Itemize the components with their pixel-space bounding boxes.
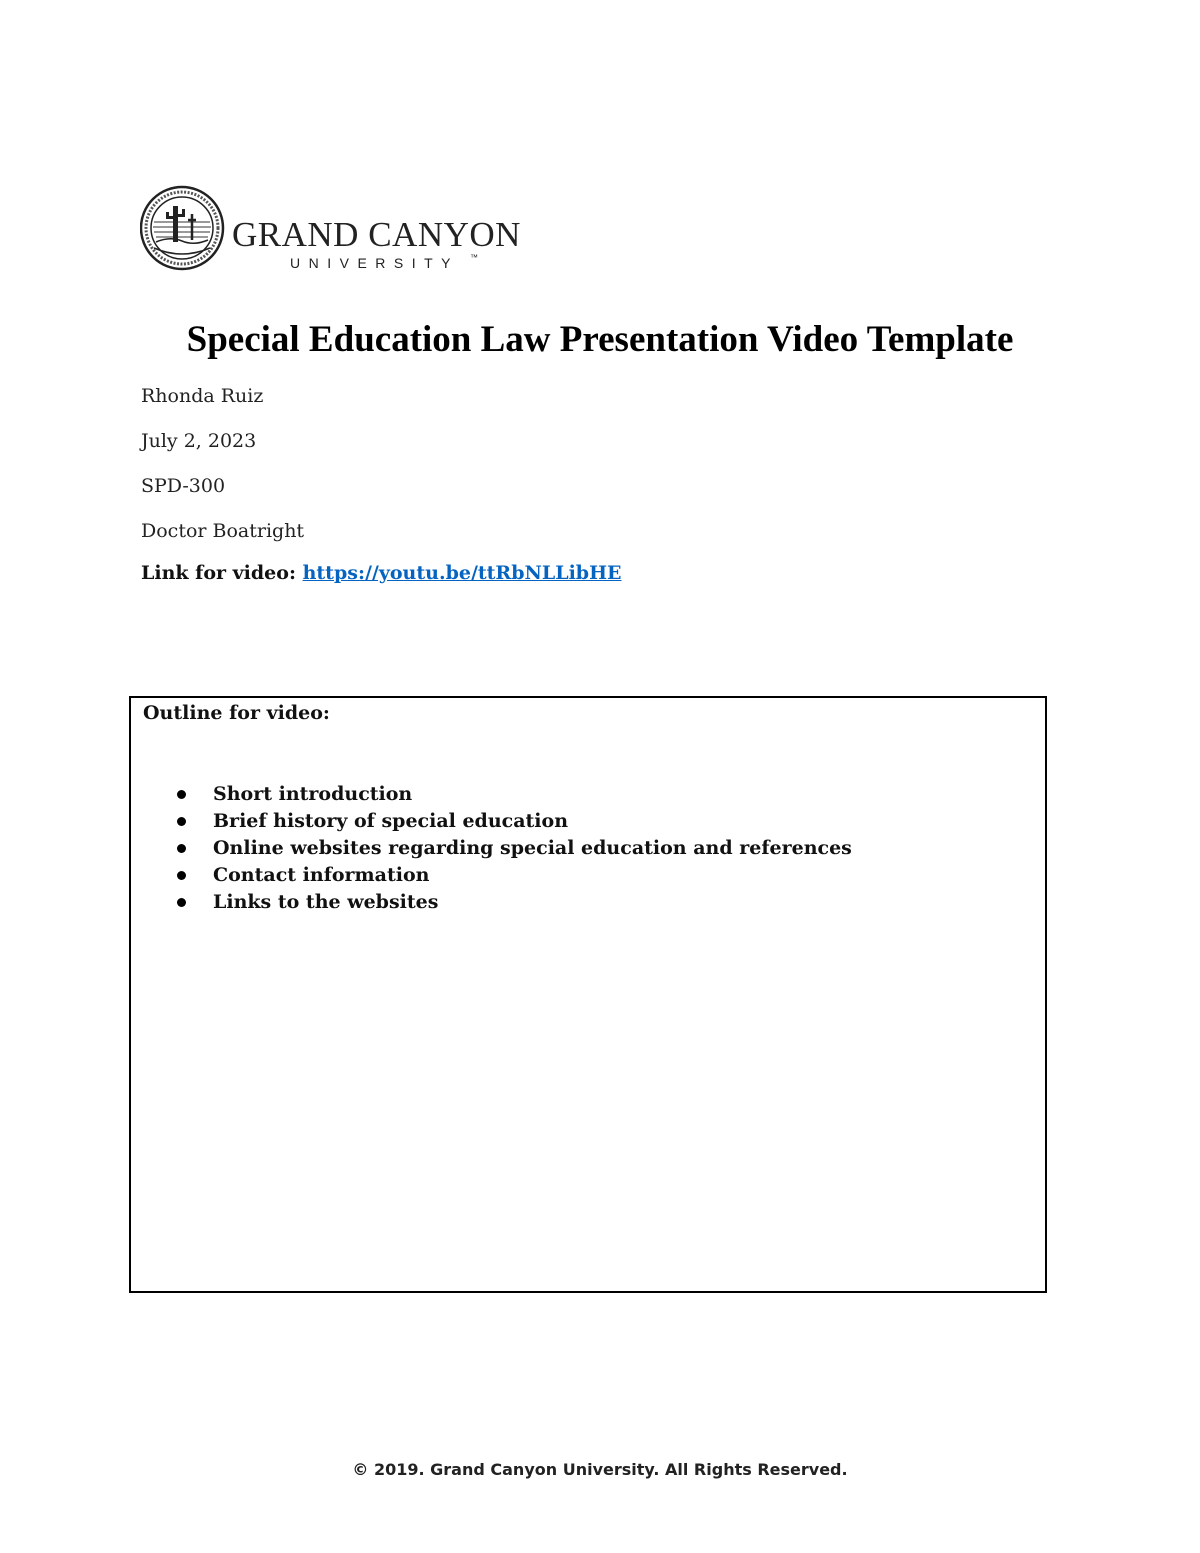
bullet-icon: [177, 817, 186, 826]
logo-subtitle: UNIVERSITY: [290, 255, 460, 271]
bullet-icon: [177, 844, 186, 853]
university-logo: [140, 184, 540, 274]
copyright-footer: © 2019. Grand Canyon University. All Rights Reserved.: [352, 1460, 848, 1479]
author-name: Rhonda Ruiz: [141, 385, 264, 407]
video-link-line: [141, 562, 622, 584]
outline-heading: Outline for video:: [143, 702, 330, 724]
outline-box: [129, 696, 1047, 1293]
list-item: Brief history of special education: [131, 809, 852, 836]
page-title: Special Education Law Presentation Video Template: [186, 319, 1014, 360]
list-item: Short introduction: [131, 782, 852, 809]
university-seal-icon: [141, 187, 223, 269]
bullet-icon: [177, 871, 186, 880]
logo-wordmark: GRAND CANYON: [232, 215, 521, 254]
list-item: Contact information: [131, 863, 852, 890]
bullet-icon: [177, 790, 186, 799]
video-link[interactable]: https://youtu.be/ttRbNLLibHE: [302, 562, 622, 584]
list-item: Links to the websites: [131, 890, 852, 917]
bullet-icon: [177, 898, 186, 907]
video-link-label: Link for video:: [141, 562, 296, 584]
logo-trademark: ™: [470, 253, 478, 262]
submission-date: July 2, 2023: [141, 430, 257, 452]
course-code: SPD-300: [141, 475, 226, 497]
instructor-name: Doctor Boatright: [141, 520, 305, 542]
outline-list: [131, 782, 852, 917]
list-item: Online websites regarding special education and references: [131, 836, 852, 863]
